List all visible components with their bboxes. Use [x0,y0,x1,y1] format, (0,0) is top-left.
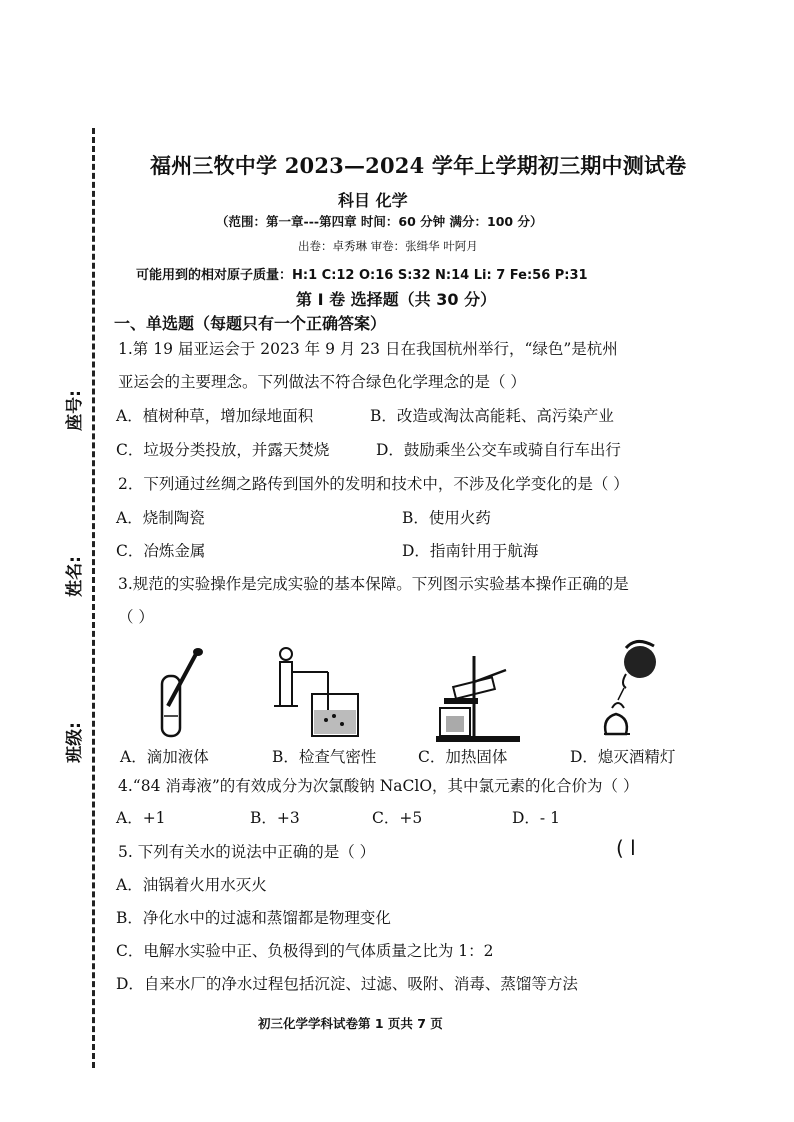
q5-stem: 5. 下列有关水的说法中正确的是（ ） [118,843,376,861]
q1-stem-line1: 1.第 19 届亚运会于 2023 年 9 月 23 日在我国杭州举行，“绿色”是杭州 [118,340,618,358]
name-label: 姓名: [64,556,85,597]
q4-option-a: A．+1 [116,809,166,827]
page-footer: 初三化学学科试卷第 1 页共 7 页 [258,1016,443,1031]
figure-extinguish-lamp [596,638,676,740]
figure-dropping-liquid [150,646,210,740]
q3-stem: 3.规范的实验操作是完成实验的基本保障。下列图示实验基本操作正确的是 [118,575,629,593]
q2-option-b: B．使用火药 [402,509,491,527]
q2-stem: 2．下列通过丝绸之路传到国外的发明和技术中，不涉及化学变化的是（ ） [118,475,629,493]
atomic-masses: 可能用到的相对原子质量：H:1 C:12 O:16 S:32 N:14 Li: 7 Fe:56 P:31 [136,268,588,283]
q5-option-a: A．油锅着火用水灭火 [116,876,267,894]
figure-airtightness-check [270,646,366,740]
q2-option-c: C．冶炼金属 [116,542,206,560]
binding-dashed-line [92,128,95,1068]
exam-authors: 出卷：卓秀琳 审卷：张缉华 叶阿月 [298,239,478,253]
q5-option-d: D．自来水厂的净水过程包括沉淀、过滤、吸附、消毒、蒸馏等方法 [116,975,578,993]
q1-stem-line2: 亚运会的主要理念。下列做法不符合绿色化学理念的是（ ） [118,373,526,391]
q4-option-d: D．- 1 [512,809,560,827]
part-heading: 第 I 卷 选择题（共 30 分） [296,290,497,309]
figure-heating-solid [430,652,522,744]
exam-range: （范围：第一章---第四章 时间：60 分钟 满分：100 分） [216,214,543,229]
q3-option-b: B．检查气密性 [272,748,377,766]
q2-option-a: A．烧制陶瓷 [116,509,205,527]
seat-label: 座号: [64,390,85,431]
q1-option-c: C．垃圾分类投放，并露天焚烧 [116,441,330,459]
q4-option-c: C．+5 [372,809,423,827]
q4-stem: 4.“84 消毒液”的有效成分为次氯酸钠 NaClO，其中氯元素的化合价为（ ） [118,777,639,795]
q4-option-b: B．+3 [250,809,300,827]
q1-option-d: D．鼓励乘坐公交车或骑自行车出行 [376,441,621,459]
q2-option-d: D．指南针用于航海 [402,542,539,560]
q3-option-d: D．熄灭酒精灯 [570,748,676,766]
section-heading: 一、单选题（每题只有一个正确答案） [114,314,387,333]
q1-option-b: B．改造或淘汰高能耗、高污染产业 [370,407,614,425]
q5-option-b: B．净化水中的过滤和蒸馏都是物理变化 [116,909,391,927]
subject-line: 科目 化学 [338,191,408,210]
q3-option-c: C．加热固体 [418,748,508,766]
q3-option-a: A．滴加液体 [120,748,209,766]
exam-title: 福州三牧中学 2023—2024 学年上学期初三期中测试卷 [150,153,687,178]
q5-option-c: C．电解水实验中正、负极得到的气体质量之比为 1：2 [116,942,494,960]
handwritten-mark: ( l [616,836,636,860]
q1-option-a: A．植树种草，增加绿地面积 [116,407,314,425]
class-label: 班级: [64,722,85,763]
q3-paren: （ ） [118,608,154,626]
